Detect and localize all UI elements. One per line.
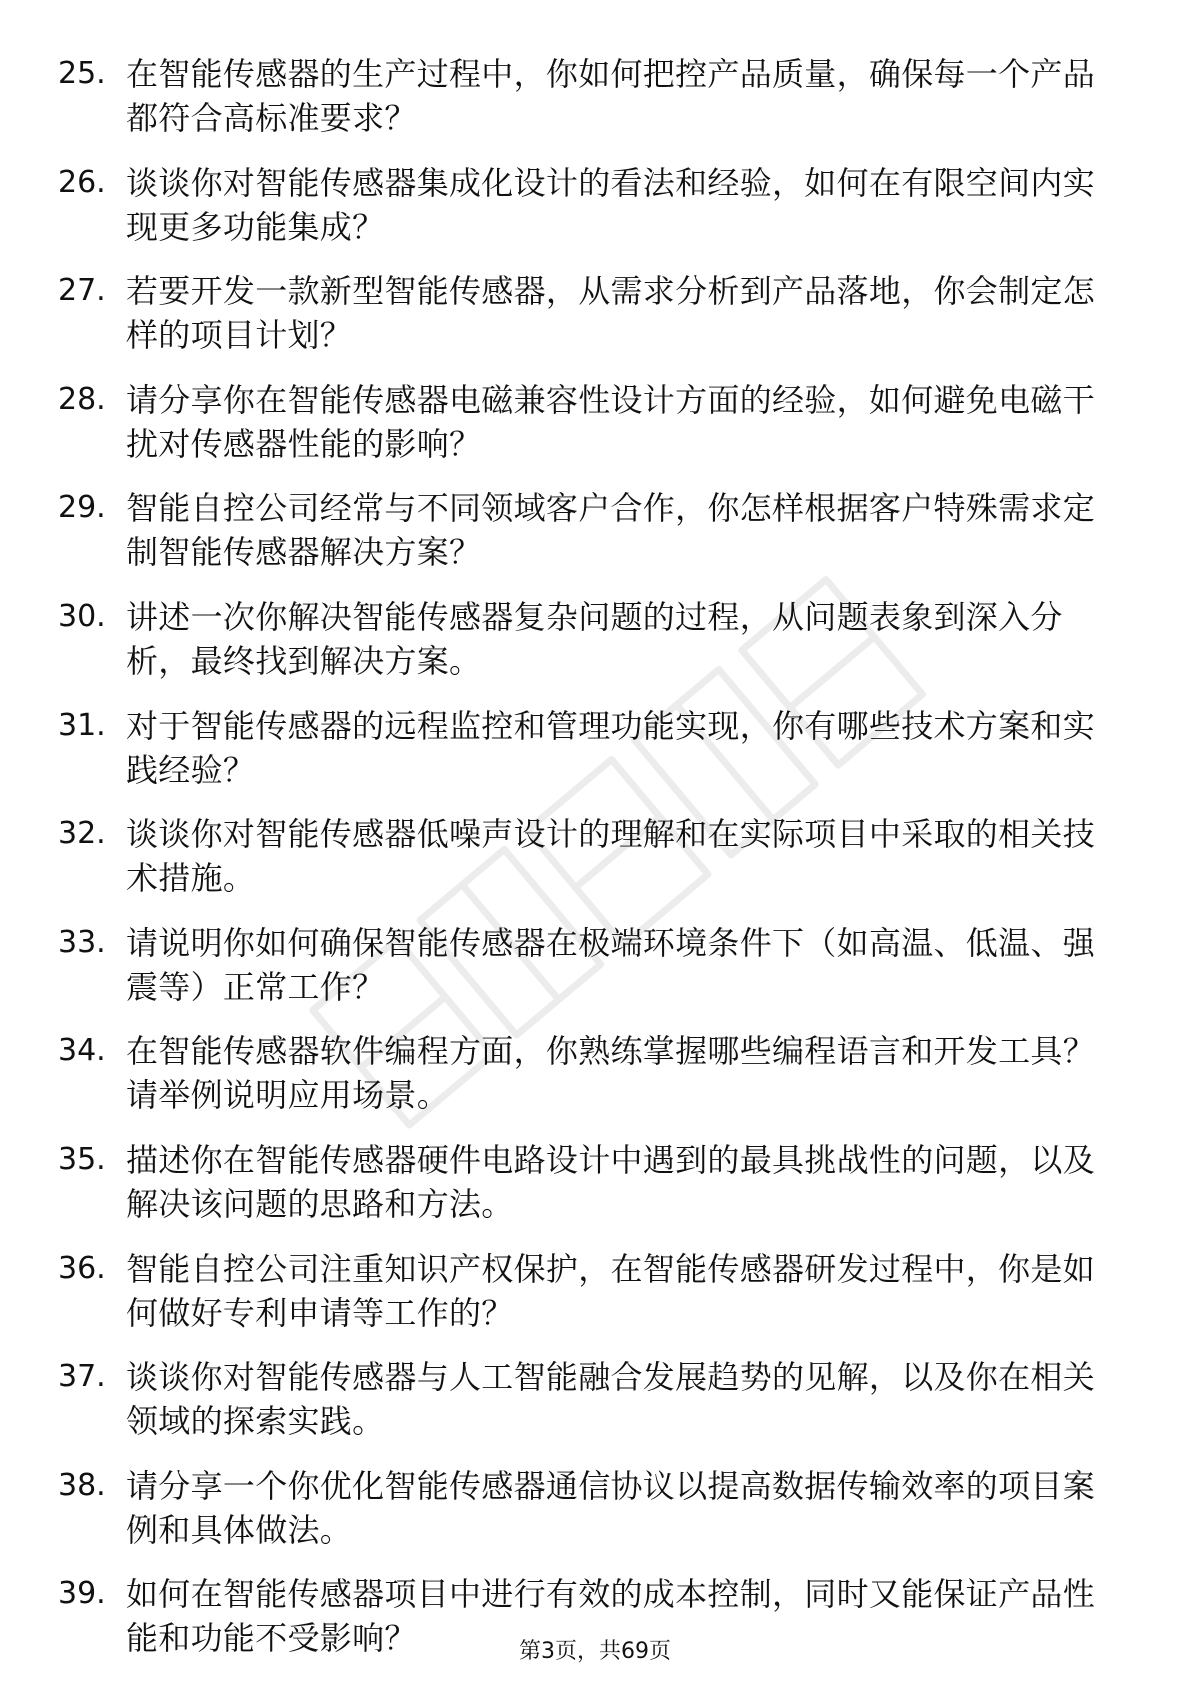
question-item bbox=[0, 921, 1190, 1030]
question-number: 30. bbox=[58, 598, 106, 634]
question-item bbox=[0, 161, 1190, 270]
question-number: 25. bbox=[58, 56, 106, 91]
question-text: 讲述一次你解决智能传感器复杂问题的过程，从问题表象到深入分析，最终找到解决方案。 bbox=[126, 597, 1063, 680]
question-item bbox=[0, 378, 1190, 487]
question-item bbox=[0, 269, 1190, 378]
question-text: 智能自控公司经常与不同领域客户合作，你怎样根据客户特殊需求定制智能传感器解决方案？ bbox=[126, 489, 1096, 572]
question-number: 34. bbox=[58, 1033, 106, 1069]
question-item bbox=[0, 1138, 1190, 1247]
question-text: 谈谈你对智能传感器集成化设计的看法和经验，如何在有限空间内实现更多功能集成？ bbox=[126, 163, 1096, 246]
question-text: 请分享你在智能传感器电磁兼容性设计方面的经验，如何避免电磁干扰对传感器性能的影响？ bbox=[126, 380, 1096, 463]
question-number: 28. bbox=[58, 381, 106, 417]
question-text: 谈谈你对智能传感器与人工智能融合发展趋势的见解，以及你在相关领域的探索实践。 bbox=[126, 1358, 1096, 1441]
question-number: 27. bbox=[58, 273, 106, 309]
question-text: 请分享一个你优化智能传感器通信协议以提高数据传输效率的项目案例和具体做法。 bbox=[126, 1466, 1096, 1549]
question-list bbox=[0, 52, 1190, 1681]
question-item bbox=[0, 595, 1190, 704]
question-number: 31. bbox=[58, 707, 106, 743]
question-text: 谈谈你对智能传感器低噪声设计的理解和在实际项目中采取的相关技术措施。 bbox=[126, 815, 1096, 898]
question-number: 32. bbox=[58, 816, 106, 852]
question-number: 26. bbox=[58, 164, 106, 200]
question-text: 如何在智能传感器项目中进行有效的成本控制，同时又能保证产品性能和功能不受影响？ bbox=[126, 1575, 1096, 1658]
question-item bbox=[0, 52, 1190, 161]
question-text: 请说明你如何确保智能传感器在极端环境条件下（如高温、低温、强震等）正常工作？ bbox=[126, 923, 1096, 1006]
question-item bbox=[0, 704, 1190, 813]
question-item bbox=[0, 1029, 1190, 1138]
question-number: 29. bbox=[58, 490, 106, 526]
question-text: 描述你在智能传感器硬件电路设计中遇到的最具挑战性的问题，以及解决该问题的思路和方法。 bbox=[126, 1140, 1096, 1223]
question-number: 39. bbox=[58, 1576, 106, 1612]
question-number: 38. bbox=[58, 1467, 106, 1503]
question-text: 智能自控公司注重知识产权保护，在智能传感器研发过程中，你是如何做好专利申请等工作的？ bbox=[126, 1249, 1096, 1332]
question-number: 35. bbox=[58, 1141, 106, 1177]
question-item bbox=[0, 812, 1190, 921]
question-text: 在智能传感器软件编程方面，你熟练掌握哪些编程语言和开发工具？请举例说明应用场景。 bbox=[126, 1032, 1096, 1115]
page-footer: 第3页，共69页 bbox=[519, 1639, 671, 1664]
question-number: 33. bbox=[58, 924, 106, 960]
question-item bbox=[0, 486, 1190, 595]
question-item bbox=[0, 1355, 1190, 1464]
question-text: 若要开发一款新型智能传感器，从需求分析到产品落地，你会制定怎样的项目计划？ bbox=[126, 272, 1096, 355]
question-number: 37. bbox=[58, 1359, 106, 1395]
question-item bbox=[0, 1464, 1190, 1573]
question-text: 在智能传感器的生产过程中，你如何把控产品质量，确保每一个产品都符合高标准要求？ bbox=[126, 55, 1096, 137]
question-text: 对于智能传感器的远程监控和管理功能实现，你有哪些技术方案和实践经验？ bbox=[126, 706, 1096, 789]
question-number: 36. bbox=[58, 1250, 106, 1286]
question-item bbox=[0, 1247, 1190, 1356]
